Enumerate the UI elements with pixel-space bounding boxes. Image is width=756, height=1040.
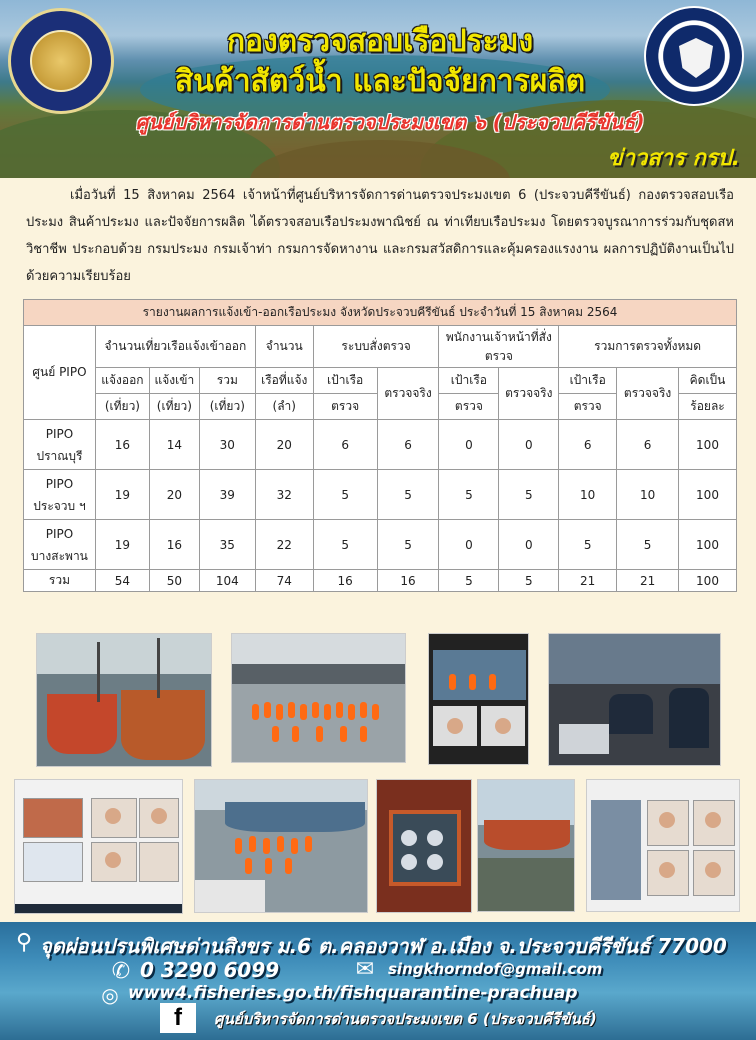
- table-cell: 0: [499, 420, 559, 470]
- table-cell: 20: [255, 420, 313, 470]
- table-cell: 22: [255, 520, 313, 570]
- news-paragraph-text: เมื่อวันที่ 15 สิงหาคม 2564 เจ้าหน้าที่ศูนย์บริหารจัดการด่านตรวจประมงเขต 6 (ประจวบคีรีขันธ์) กองตรวจสอบเรือประมง สินค้าประมง และปัจจัยการผลิต ได้ตรวจสอบเรือประมงพาณิชย์ ณ ท่าเทียบเรือประมง โดยตรวจบูรณาการร่วมกับชุดสหวิชาชีพ ประกอบด้วย กรมประมง กรมเจ้าท่า กรมการจัดหางาน และกรมสวัสดิการและคุ้มครองแรงงาน ผลการปฏิบัติงานเป็นไปด้วยความเรียบร้อย: [26, 188, 734, 284]
- fishery-inspection-logo: [644, 6, 744, 106]
- table-cell: 6: [313, 420, 377, 470]
- table-cell: 19: [95, 470, 149, 520]
- news-tag: ข่าวสาร กรป.: [607, 146, 740, 171]
- photo-video-call-2: [586, 779, 740, 912]
- sub-header-sum: รวม: [199, 368, 255, 394]
- table-row: [24, 420, 737, 470]
- table-cell: 16: [149, 520, 199, 570]
- total-cell: 104: [199, 570, 255, 592]
- table-cell: 6: [617, 420, 679, 470]
- sub-header-target-2: ตรวจ: [439, 394, 499, 420]
- sub-header-pct-2: ร้อยละ: [679, 394, 737, 420]
- sub-header-count: เรือที่แจ้ง: [255, 368, 313, 394]
- header-title-line2: สินค้าสัตว์น้ำ และปัจจัยการผลิต: [174, 64, 586, 99]
- sub-header-in: แจ้งเข้า: [149, 368, 199, 394]
- sub-header-target: เป้าเรือ: [313, 368, 377, 394]
- unit-trip: (เที่ยว): [149, 394, 199, 420]
- facebook-icon: f: [160, 1003, 196, 1033]
- total-cell: 16: [313, 570, 377, 592]
- photo-office-meeting: [548, 633, 721, 766]
- grp-total-header: รวมการตรวจทั้งหมด: [559, 326, 737, 368]
- table-cell: 5: [559, 520, 617, 570]
- vessel-report-table: [23, 299, 737, 592]
- table-cell: 0: [439, 520, 499, 570]
- total-cell: 50: [149, 570, 199, 592]
- unit-vessel: (ลำ): [255, 394, 313, 420]
- map-pin-icon: ⚲: [15, 929, 33, 955]
- total-cell: 54: [95, 570, 149, 592]
- pipo-name-line2: ปราณบุรี: [36, 448, 83, 463]
- grp-trips-header: จำนวนเที่ยวเรือแจ้งเข้าออก: [95, 326, 255, 368]
- globe-icon: ◎: [101, 983, 119, 1007]
- news-paragraph: [26, 182, 734, 290]
- table-cell: 10: [559, 470, 617, 520]
- sub-header-target-2: ตรวจ: [559, 394, 617, 420]
- sub-header-target: เป้าเรือ: [439, 368, 499, 394]
- table-cell: 6: [377, 420, 439, 470]
- table-cell: 100: [679, 420, 737, 470]
- email-icon: ✉: [355, 956, 375, 982]
- table-cell: 0: [499, 520, 559, 570]
- grp-staff-header: พนักงานเจ้าหน้าที่สั่งตรวจ: [439, 326, 559, 368]
- table-cell: 39: [199, 470, 255, 520]
- sub-header-pct: คิดเป็น: [679, 368, 737, 394]
- col-pipo-header: ศูนย์ PIPO: [24, 326, 96, 420]
- table-cell: 100: [679, 520, 737, 570]
- photo-fish-hold: [376, 779, 472, 913]
- table-row: [24, 470, 737, 520]
- sub-header-out: แจ้งออก: [95, 368, 149, 394]
- footer-email: singkhorndof@gmail.com: [388, 960, 603, 978]
- grp-system-header: ระบบสั่งตรวจ: [313, 326, 439, 368]
- pipo-name-line1: PIPO: [45, 526, 74, 541]
- table-cell: 35: [199, 520, 255, 570]
- footer-website: www4.fisheries.go.th/fishquarantine-prachuap: [128, 983, 578, 1003]
- pipo-name-cell: [24, 470, 96, 520]
- footer-facebook: ศูนย์บริหารจัดการด่านตรวจประมงเขต 6 (ประจวบคีรีขันธ์): [214, 1010, 597, 1028]
- total-cell: 74: [255, 570, 313, 592]
- grp-count-header: จำนวน: [255, 326, 313, 368]
- photo-harbour: [477, 779, 575, 912]
- footer-address: จุดผ่อนปรนพิเศษด่านสิงขร ม.6 ต.คลองวาฬ อ.เมือง จ.ประจวบคีรีขันธ์ 77000: [40, 934, 727, 958]
- sub-header-actual: ตรวจจริง: [617, 368, 679, 420]
- photo-team-at-pier: [231, 633, 406, 763]
- table-cell: 5: [377, 520, 439, 570]
- table-cell: 32: [255, 470, 313, 520]
- sub-header-target-2: ตรวจ: [313, 394, 377, 420]
- table-cell: 0: [439, 420, 499, 470]
- table-total-row: [24, 570, 737, 592]
- footer-phone: 0 3290 6099: [140, 958, 280, 982]
- table-cell: 5: [313, 470, 377, 520]
- table-cell: 5: [617, 520, 679, 570]
- total-cell: 16: [377, 570, 439, 592]
- table-cell: 100: [679, 470, 737, 520]
- header-title-line3: ศูนย์บริหารจัดการด่านตรวจประมงเขต ๖ (ประจวบคีรีขันธ์): [135, 110, 645, 134]
- unit-trip: (เที่ยว): [95, 394, 149, 420]
- total-cell: 5: [499, 570, 559, 592]
- total-cell: 21: [559, 570, 617, 592]
- sub-header-actual: ตรวจจริง: [499, 368, 559, 420]
- pipo-name-line2: ประจวบ ฯ: [33, 498, 86, 513]
- pipo-name-line1: PIPO: [45, 426, 74, 441]
- department-seal-logo: [8, 8, 114, 114]
- table-cell: 30: [199, 420, 255, 470]
- total-cell: 100: [679, 570, 737, 592]
- photo-video-call-phone: [428, 633, 529, 765]
- table-cell: 20: [149, 470, 199, 520]
- total-cell: 21: [617, 570, 679, 592]
- table-cell: 14: [149, 420, 199, 470]
- table-cell: 6: [559, 420, 617, 470]
- table-cell: 5: [439, 470, 499, 520]
- pipo-name-line2: บางสะพาน: [31, 548, 88, 563]
- table-cell: 5: [377, 470, 439, 520]
- table-cell: 10: [617, 470, 679, 520]
- total-label-cell: รวม: [24, 570, 96, 592]
- phone-icon: ✆: [111, 958, 131, 984]
- photo-screen-share-1: [14, 779, 183, 914]
- pipo-name-line1: PIPO: [45, 476, 74, 491]
- sub-header-target: เป้าเรือ: [559, 368, 617, 394]
- table-row: [24, 520, 737, 570]
- table-cell: 5: [499, 470, 559, 520]
- pipo-name-cell: [24, 520, 96, 570]
- photo-fishing-boats: [36, 633, 212, 767]
- header-title-line1: กองตรวจสอบเรือประมง: [226, 24, 534, 59]
- table-cell: 19: [95, 520, 149, 570]
- table-cell: 16: [95, 420, 149, 470]
- header-banner: [0, 0, 756, 178]
- total-cell: 5: [439, 570, 499, 592]
- photo-team-with-boat: [194, 779, 368, 913]
- unit-trip: (เที่ยว): [199, 394, 255, 420]
- pipo-name-cell: [24, 420, 96, 470]
- table-caption: รายงานผลการแจ้งเข้า-ออกเรือประมง จังหวัดประจวบคีรีขันธ์ ประจำวันที่ 15 สิงหาคม 2564: [24, 300, 737, 326]
- table-cell: 5: [313, 520, 377, 570]
- sub-header-actual: ตรวจจริง: [377, 368, 439, 420]
